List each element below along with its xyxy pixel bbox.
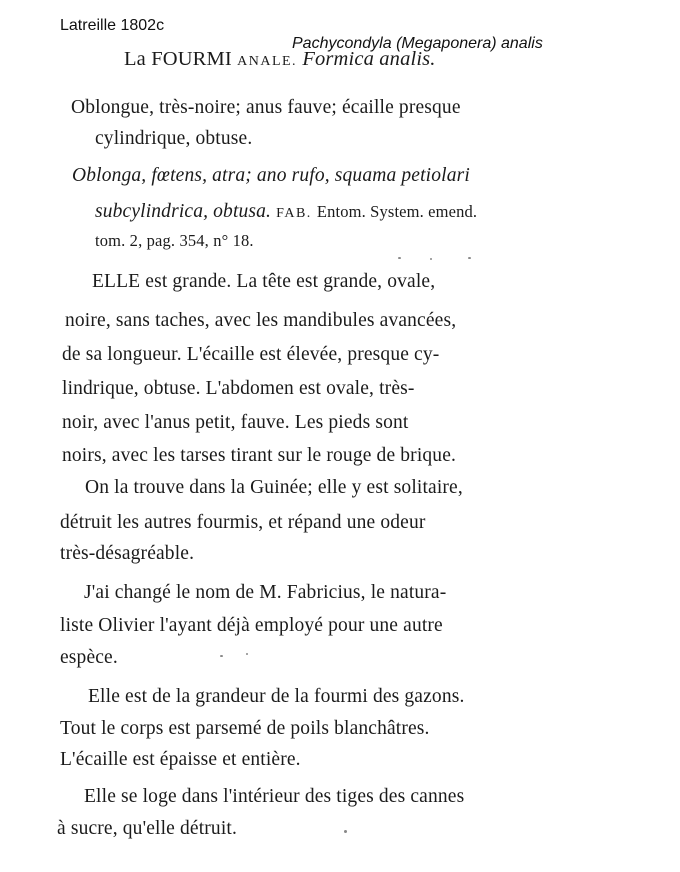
paragraph-line: Tout le corps est parsemé de poils blanchâtres. bbox=[60, 718, 430, 739]
paragraph-line: à sucre, qu'elle détruit. bbox=[57, 818, 237, 839]
paragraph-line: très-désagréable. bbox=[60, 543, 195, 564]
paragraph-line: Elle est de la grandeur de la fourmi des gazons. bbox=[88, 686, 465, 707]
scan-speck bbox=[468, 257, 471, 259]
heading-smallcaps: ANALE. bbox=[237, 54, 298, 69]
paragraph-line: espèce. bbox=[60, 647, 118, 668]
paragraph-line: Elle se loge dans l'intérieur des tiges des cannes bbox=[84, 786, 465, 807]
species-heading bbox=[124, 48, 436, 71]
fab-abbrev: FAB. bbox=[276, 206, 312, 221]
annotation-author-date: Latreille 1802c bbox=[60, 17, 165, 34]
scan-speck bbox=[344, 830, 347, 833]
scan-speck bbox=[220, 655, 223, 657]
paragraph-line: noir, avec l'anus petit, fauve. Les pieds sont bbox=[62, 412, 409, 433]
description-la-line: tom. 2, pag. 354, n° 18. bbox=[95, 231, 254, 250]
scan-speck bbox=[430, 258, 432, 260]
paragraph-line: ELLE est grande. La tête est grande, ovale, bbox=[92, 271, 436, 292]
description-fr-line: Oblongue, très-noire; anus fauve; écaille presque bbox=[71, 97, 461, 118]
annotation-taxon: Pachycondyla (Megaponera) analis bbox=[292, 35, 543, 52]
scan-speck bbox=[246, 653, 248, 655]
heading-prefix: La FOURMI bbox=[124, 48, 232, 70]
paragraph-line: détruit les autres fourmis, et répand une odeur bbox=[60, 512, 426, 533]
paragraph-line: noire, sans taches, avec les mandibules avancées, bbox=[65, 310, 457, 331]
paragraph-line: noirs, avec les tarses tirant sur le rouge de brique. bbox=[62, 445, 457, 466]
paragraph-line: On la trouve dans la Guinée; elle y est solitaire, bbox=[85, 477, 463, 498]
description-la-line bbox=[95, 201, 477, 223]
reference-text: Entom. System. emend. bbox=[316, 202, 478, 221]
description-la-line: Oblonga, fœtens, atra; ano rufo, squama petiolari bbox=[72, 165, 470, 186]
latin-italic: subcylindrica, obtusa. bbox=[95, 201, 272, 222]
paragraph-line: L'écaille est épaisse et entière. bbox=[60, 749, 301, 770]
scan-speck bbox=[398, 257, 401, 259]
heading-latin: Formica analis. bbox=[302, 48, 436, 70]
paragraph-line: de sa longueur. L'écaille est élevée, presque cy- bbox=[62, 344, 440, 365]
paragraph-line: lindrique, obtuse. L'abdomen est ovale, très- bbox=[62, 378, 415, 399]
paragraph-line: J'ai changé le nom de M. Fabricius, le natura- bbox=[84, 582, 447, 603]
description-fr-line: cylindrique, obtuse. bbox=[95, 128, 253, 149]
paragraph-line: liste Olivier l'ayant déjà employé pour une autre bbox=[60, 615, 443, 636]
